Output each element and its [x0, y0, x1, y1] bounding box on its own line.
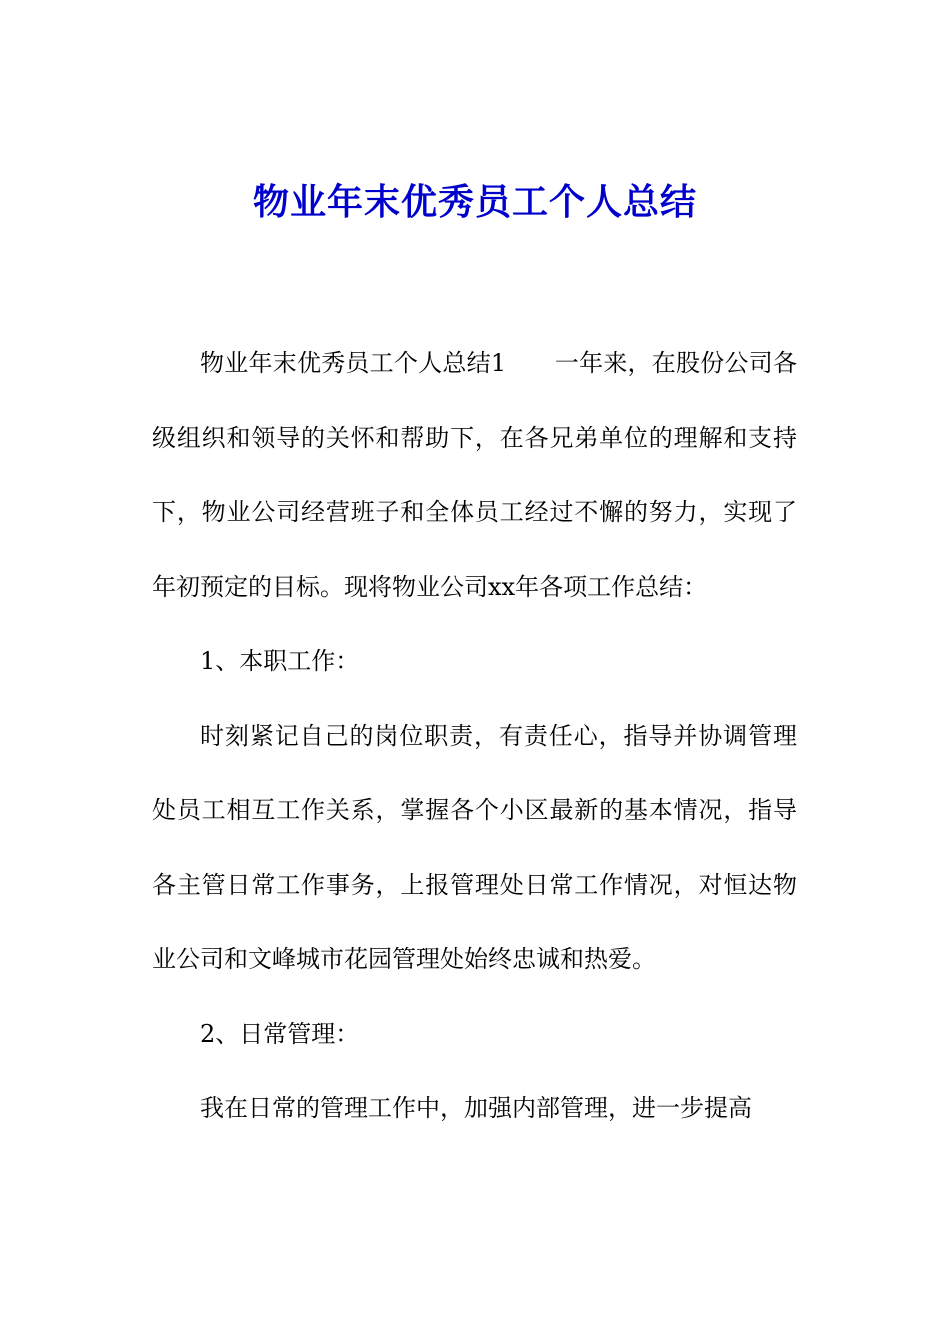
- paragraph-intro: 物业年末优秀员工个人总结1 一年来，在股份公司各级组织和领导的关怀和帮助下，在各兄弟单位的理解和支持下，物业公司经营班子和全体员工经过不懈的努力，实现了年初预定的目标。现将物业公司xx年各项工作总结：: [152, 349, 797, 601]
- document-title: 物业年末优秀员工个人总结: [252, 181, 697, 223]
- section-heading-1: 1、本职工作：: [200, 647, 360, 675]
- paragraph-duties: 时刻紧记自己的岗位职责，有责任心，指导并协调管理处员工相互工作关系，掌握各个小区最新的基本情况，指导各主管日常工作事务，上报管理处日常工作情况，对恒达物业公司和文峰城市花园管理处始终忠诚和热爱。: [152, 721, 797, 973]
- section-heading-2: 2、日常管理：: [200, 1019, 360, 1048]
- paragraph-management: 我在日常的管理工作中，加强内部管理，进一步提高: [200, 1094, 752, 1122]
- document-body: [152, 326, 797, 1146]
